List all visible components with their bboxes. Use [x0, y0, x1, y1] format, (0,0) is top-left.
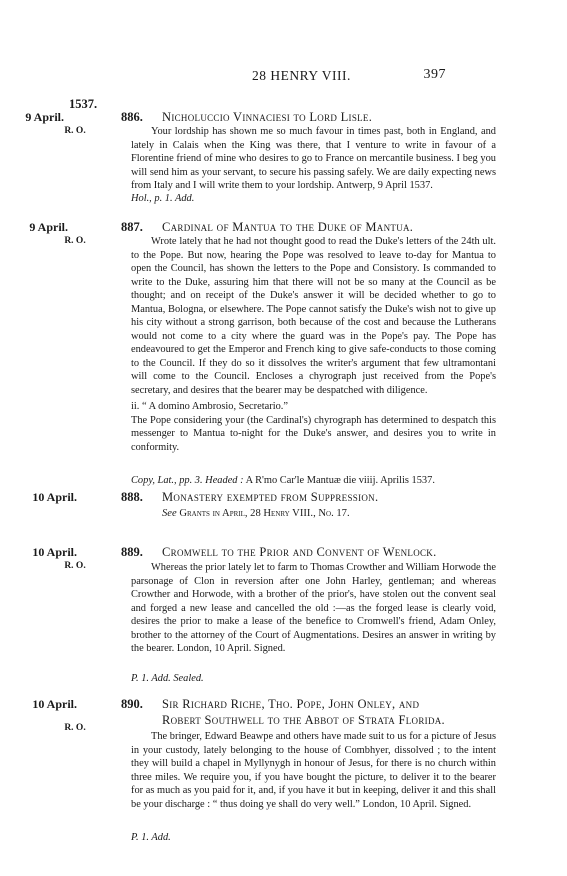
- entry-heading: Cromwell to the Prior and Convent of Wenlock.: [162, 545, 437, 559]
- entry-text: Whereas the prior lately let to farm to Thomas Crowther and William Horwode the parsonage of Clon in reversion after one John Harley, gentleman; and whereas Crowther and Horwode, with a brother of the prior's, have stolen out the convent seal and forged a new lease and cancelled the old :—as the forged lease is clearly void, desires the prior to make a lease of the benefice to Cromwell's friend, Adam Onley, brother to the attorney of the Court of Augmentations. Desires an answer in writing by the bearer. London, 10 April. Signed.: [131, 562, 496, 654]
- entry-date: 10 April.: [32, 697, 77, 711]
- entry-note: P. 1. Add.: [131, 832, 171, 843]
- entry-heading: Sir Richard Riche, Tho. Pope, John Onley, and: [162, 697, 420, 711]
- record-office-mark: R. O.: [64, 561, 86, 571]
- running-title: 28 HENRY VIII.: [252, 68, 351, 83]
- cross-reference-text: Grants in April, 28 Henry VIII., No. 17.: [176, 508, 350, 519]
- entry-number: 887.: [121, 220, 143, 234]
- record-office-mark: R. O.: [64, 236, 86, 246]
- year-heading: 1537.: [69, 97, 98, 111]
- record-office-mark: R. O.: [64, 126, 86, 136]
- entry-text: The bringer, Edward Beawpe and others have made suit to us for a picture of Jesus in your custody, lately belonging to the house of Combhyer, dissolved ; to the intent they will build a chapel in Myllynygh in honour of Jesus, for there is no church within three miles. We require you, if you have bought the picture, to deliver it to the bearer for as much as you paid for it, and, if you have it but in keeping, deliver it and this shall be your discharge : “ thus doing ye shall do very well.” London, 10 April. Signed.: [131, 731, 496, 810]
- entry-heading: Cardinal of Mantua to the Duke of Mantua.: [162, 220, 414, 234]
- entry-subheading: ii. “ A domino Ambrosio, Secretario.”: [131, 401, 288, 412]
- entry-text: Your lordship has shown me so much favour in times past, both in England, and lately in Calais when the King was there, that I venture to write in favour of a Florentine friend of mine who desires to go to France on mercantile business. I beg you will send him as your servant, to secure his passing safely. We are daily expecting news from Italy and I will write them to your lordship. Antwerp, 9 April 1537.: [131, 126, 496, 191]
- entry-number: 888.: [121, 490, 143, 504]
- entry-text: Wrote lately that he had not thought good to read the Duke's letters of the 24th ult. to the Pope. But now, hearing the Pope was resolved to leave to-day for Mantua to open the Council, has shown the letters to the Pope and Consistory. Is commanded to write to the Duke, assuring him that there will not be so many at the Council as be thought; and on receipt of the Duke's answer it will be decided whether to go to Mantua, Bologna, or elsewhere. The Pope cannot satisfy the Duke's wish not to give up his city without a strong garrison, both because of the cost and because the Lutherans would not come to a city where the guard was in the Pope's pay. The Pope has endeavoured to get the Emperor and French king to give safe-conducts to those coming to the Council. If they do so it dissolves the writer's argument that few ultramontani will come to the Council. Encloses a chyrograph just received from the Pope's secretary, and desires that the bearer may be despatched with diligence.: [131, 236, 496, 396]
- record-office-mark: R. O.: [64, 723, 86, 733]
- entry-number: 889.: [121, 545, 143, 559]
- entry-note-label: Copy, Lat., pp. 3. Headed :: [131, 475, 244, 486]
- running-header: [0, 68, 567, 88]
- entry-heading: Nicholuccio Vinnaciesi to Lord Lisle.: [162, 110, 373, 124]
- entry-body: [131, 235, 496, 454]
- entry-body: [131, 561, 496, 656]
- entry-note: [131, 475, 435, 486]
- cross-reference-label: See: [162, 508, 177, 519]
- entry-body: [131, 125, 496, 193]
- entry-heading: Monastery exempted from Suppression.: [162, 490, 379, 504]
- page-number: 397: [423, 67, 446, 82]
- entry-note: Hol., p. 1. Add.: [131, 193, 195, 204]
- entry-note-heading: A R'mo Car'le Mantuæ die viiij. Aprilis 1537.: [243, 475, 435, 486]
- entry-number: 886.: [121, 110, 143, 124]
- cross-reference: [162, 508, 350, 519]
- entry-number: 890.: [121, 697, 143, 711]
- entry-note: P. 1. Add. Sealed.: [131, 673, 204, 684]
- entry-date: 9 April.: [25, 110, 64, 124]
- entry-subtext: The Pope considering your (the Cardinal's) chyrograph has determined to despatch this messenger to Mantua to-night for the Duke's answer, and desires you to write in conformity.: [131, 414, 496, 453]
- entry-body: [131, 730, 496, 811]
- entry-heading-line-2: Robert Southwell to the Abbot of Strata Florida.: [162, 713, 445, 727]
- entry-date: 9 April.: [29, 220, 68, 234]
- entry-date: 10 April.: [32, 545, 77, 559]
- entry-date: 10 April.: [32, 490, 77, 504]
